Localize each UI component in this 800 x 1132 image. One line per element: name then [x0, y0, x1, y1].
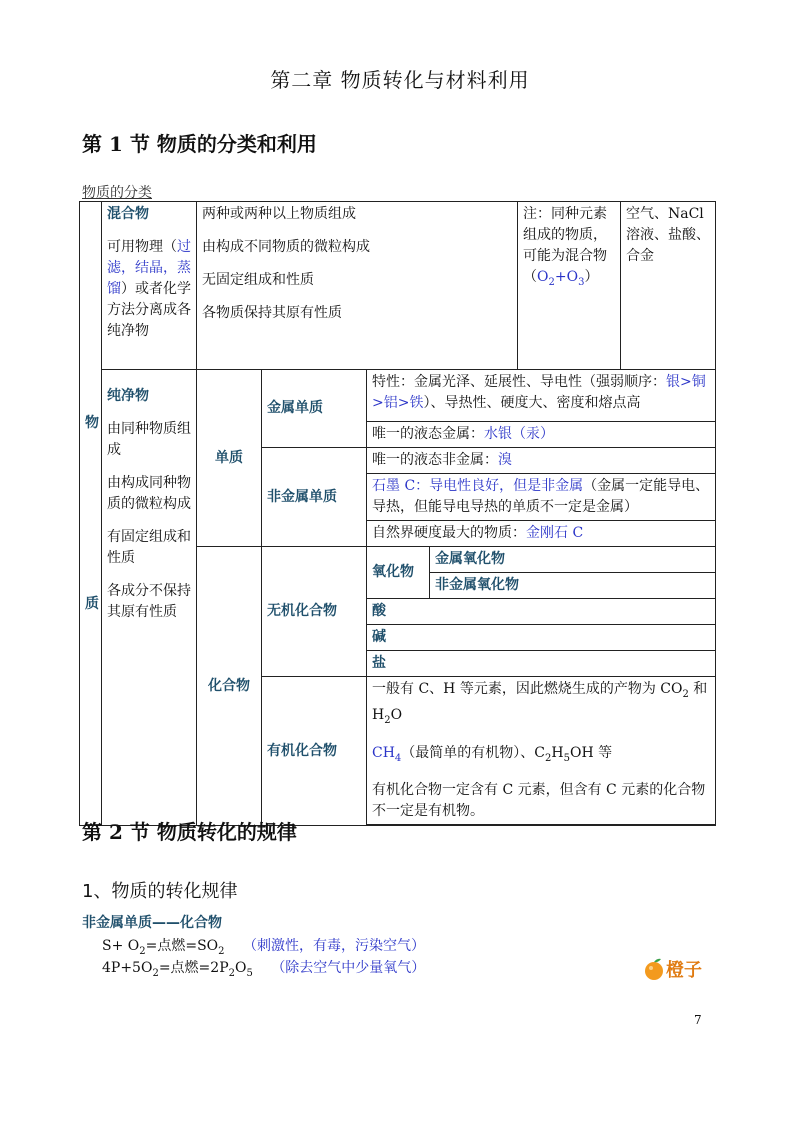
- compound-label: 化合物: [197, 547, 262, 826]
- pure-feature: 各成分不保持其原有性质: [107, 583, 191, 620]
- metal-properties: 特性：金属光泽、延展性、导电性（强弱顺序：银>铜>铝>铁）、导热性、硬度大、密度和熔点高: [367, 370, 716, 422]
- mixture-examples: 空气、NaCl溶液、盐酸、合金: [621, 202, 716, 370]
- acid-label: 酸: [367, 599, 716, 625]
- matter-char-1: 物: [85, 414, 99, 431]
- nonmetal-oxide-label: 非金属氧化物: [430, 573, 716, 599]
- table-caption: 物质的分类: [82, 185, 152, 201]
- section-1-title: 节 物质的分类和利用: [129, 132, 317, 156]
- organic-description: [367, 677, 716, 825]
- matter-char-2: 质: [85, 595, 99, 612]
- element-label: 单质: [197, 370, 262, 547]
- section-2-number: 2: [108, 820, 123, 844]
- graphite-note: 石墨 C：导电性良好，但是非金属（金属一定能导电、导热，但能导电导热的单质不一定是金属）: [367, 474, 716, 521]
- metal-element-label: 金属单质: [262, 370, 367, 448]
- rule-heading: 非金属单质——化合物: [82, 915, 222, 931]
- metal-oxide-label: 金属氧化物: [430, 547, 716, 573]
- orange-logo: [644, 956, 702, 982]
- section-2-title: 节 物质转化的规律: [129, 820, 297, 844]
- inorganic-label: 无机化合物: [262, 547, 367, 677]
- pure-cell: [102, 370, 197, 826]
- mixture-separation: 可用物理（过滤，结晶，蒸馏）或者化学方法分离成各纯净物: [107, 239, 191, 339]
- mixture-note: 注：同种元素组成的物质，可能为混合物$(O_2+O_3)$: [518, 202, 621, 370]
- base-label: 碱: [367, 625, 716, 651]
- sub-heading: 1、物质的转化规律: [82, 881, 238, 902]
- section-1-number: 1: [108, 132, 123, 156]
- mixture-cell: [102, 202, 197, 370]
- organic-label: 有机化合物: [262, 677, 367, 826]
- liquid-metal: 唯一的液态金属：水银（汞）: [367, 422, 716, 448]
- mixture-feature: 两种或两种以上物质组成: [202, 206, 356, 222]
- orange-fruit-icon: [644, 957, 664, 981]
- section-2-label: 第: [82, 820, 102, 844]
- pure-feature: 由构成同种物质的微粒构成: [107, 475, 191, 512]
- section-2-heading: [82, 816, 297, 845]
- organic-line-1: 一般有 C、H 等元素，因此燃烧生成的产物为 $CO_2$ 和 $H_2O$: [372, 681, 708, 726]
- salt-label: 盐: [367, 651, 716, 677]
- organic-line-3: 有机化合物一定含有 C 元素，但含有 C 元素的化合物不一定是有机物。: [372, 782, 706, 820]
- matter-label: [80, 202, 102, 826]
- logo-text: 橙子: [666, 960, 702, 981]
- section-1-heading: [82, 128, 317, 157]
- mixture-feature: 由构成不同物质的微粒构成: [202, 239, 370, 255]
- pure-name: 纯净物: [107, 388, 149, 404]
- equation-1-note: （刺激性，有毒，污染空气）: [242, 938, 425, 954]
- nonmetal-element-label: 非金属单质: [262, 448, 367, 547]
- pure-feature: 有固定组成和性质: [107, 529, 191, 566]
- page-number: 7: [694, 1013, 702, 1027]
- pure-feature: 由同种物质组成: [107, 421, 191, 458]
- chapter-title: 第二章 物质转化与材料利用: [270, 68, 530, 92]
- equation-2-note: （除去空气中少量氧气）: [271, 960, 426, 976]
- hardest-substance: 自然界硬度最大的物质：金刚石 C: [367, 521, 716, 547]
- classification-table: [79, 201, 716, 826]
- mixture-name: 混合物: [107, 206, 149, 222]
- equation-1: $S+ O_2=$点燃$=SO_2$ （刺激性，有毒，污染空气）: [102, 938, 425, 957]
- section-1-label: 第: [82, 132, 102, 156]
- liquid-nonmetal: 唯一的液态非金属：溴: [367, 448, 716, 474]
- mixture-features: [197, 202, 518, 370]
- oxide-label: 氧化物: [367, 547, 430, 599]
- organic-line-2: $CH_4$（最简单的有机物）、$C_2H_5OH$ 等: [372, 744, 613, 764]
- mixture-feature: 各物质保持其原有性质: [202, 305, 342, 321]
- equation-2: $4P+5O_2=$点燃$=2P_2O_5$ （除去空气中少量氧气）: [102, 960, 426, 979]
- mixture-feature: 无固定组成和性质: [202, 272, 314, 288]
